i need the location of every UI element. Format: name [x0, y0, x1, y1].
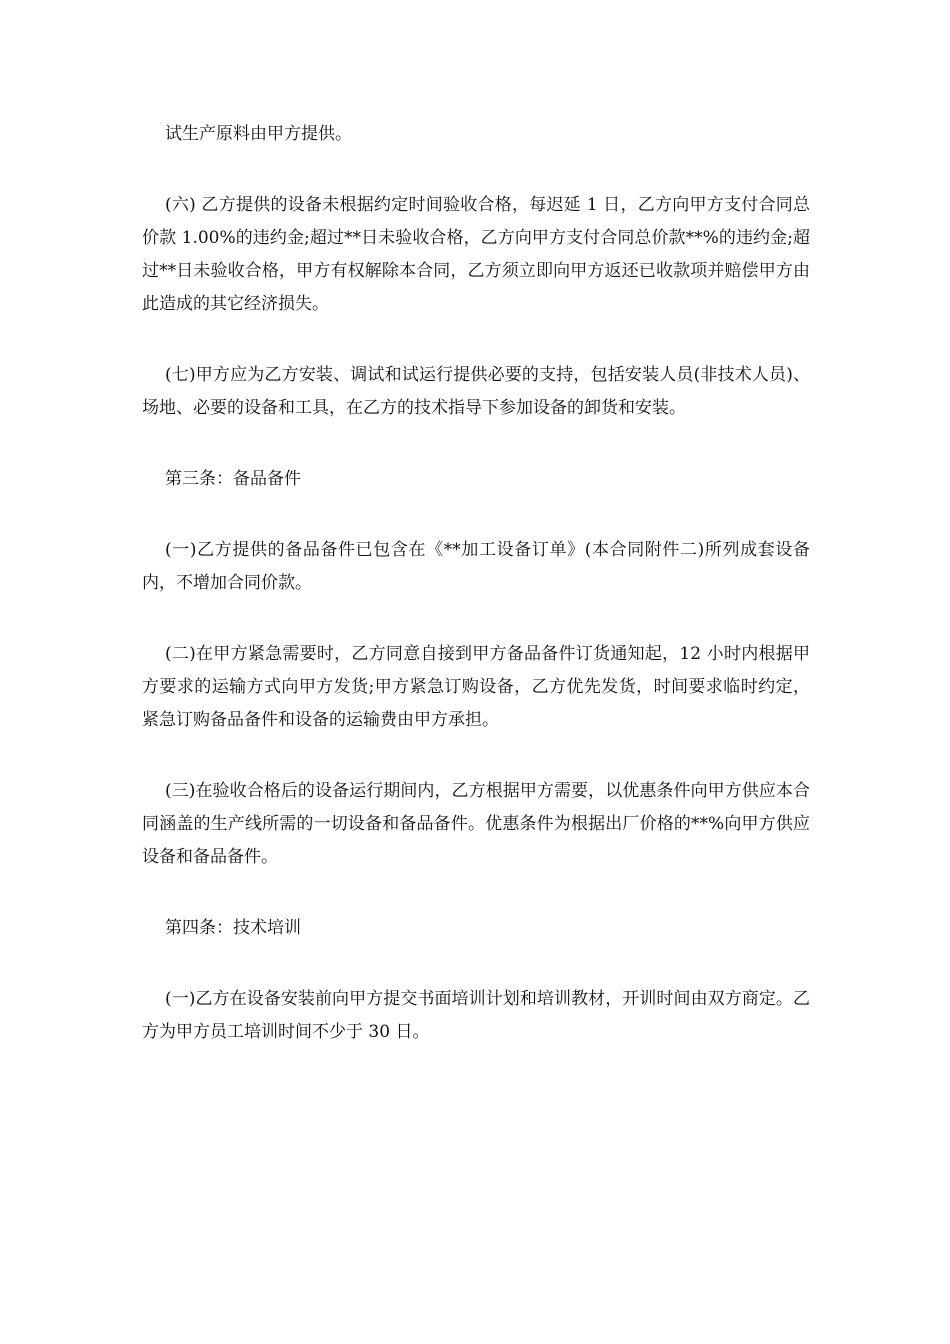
- section-heading-article-3: 第三条：备品备件: [165, 469, 301, 489]
- paragraph-article-3-item-3: (三)在验收合格后的设备运行期间内，乙方根据甲方需要，以优惠条件向甲方供应本合同涵盖的生产线所需的一切设备和备品备件。优惠条件为根据出厂价格的**%向甲方供应设备和备品备件。: [142, 781, 810, 867]
- paragraph-clause-6: (六) 乙方提供的设备未根据约定时间验收合格，每迟延 1 日，乙方向甲方支付合同总价款 1.00%的违约金;超过**日未验收合格，乙方向甲方支付合同总价款**%的违约金;超过**日未验收合格，甲方有权解除本合同，乙方须立即向甲方返还已收款项并赔偿甲方由此造成的其它经济损失。: [142, 195, 810, 314]
- section-heading-article-4: 第四条：技术培训: [165, 918, 301, 938]
- paragraph-article-3-item-2: (二)在甲方紧急需要时，乙方同意自接到甲方备品备件订货通知起，12 小时内根据甲方要求的运输方式向甲方发货;甲方紧急订购设备，乙方优先发货，时间要求临时约定，紧急订购备品备件和设备的运输费由甲方承担。: [142, 644, 810, 730]
- paragraph-article-3-item-1: (一)乙方提供的备品备件已包含在《**加工设备订单》(本合同附件二)所列成套设备内，不增加合同价款。: [142, 540, 810, 593]
- paragraph-clause-7: (七)甲方应为乙方安装、调试和试运行提供必要的支持，包括安装人员(非技术人员)、场地、必要的设备和工具，在乙方的技术指导下参加设备的卸货和安装。: [142, 365, 810, 418]
- paragraph-article-4-item-1: (一)乙方在设备安装前向甲方提交书面培训计划和培训教材，开训时间由双方商定。乙方为甲方员工培训时间不少于 30 日。: [142, 989, 810, 1042]
- document-body: [142, 118, 810, 1087]
- paragraph-trial-materials: 试生产原料由甲方提供。: [165, 124, 352, 144]
